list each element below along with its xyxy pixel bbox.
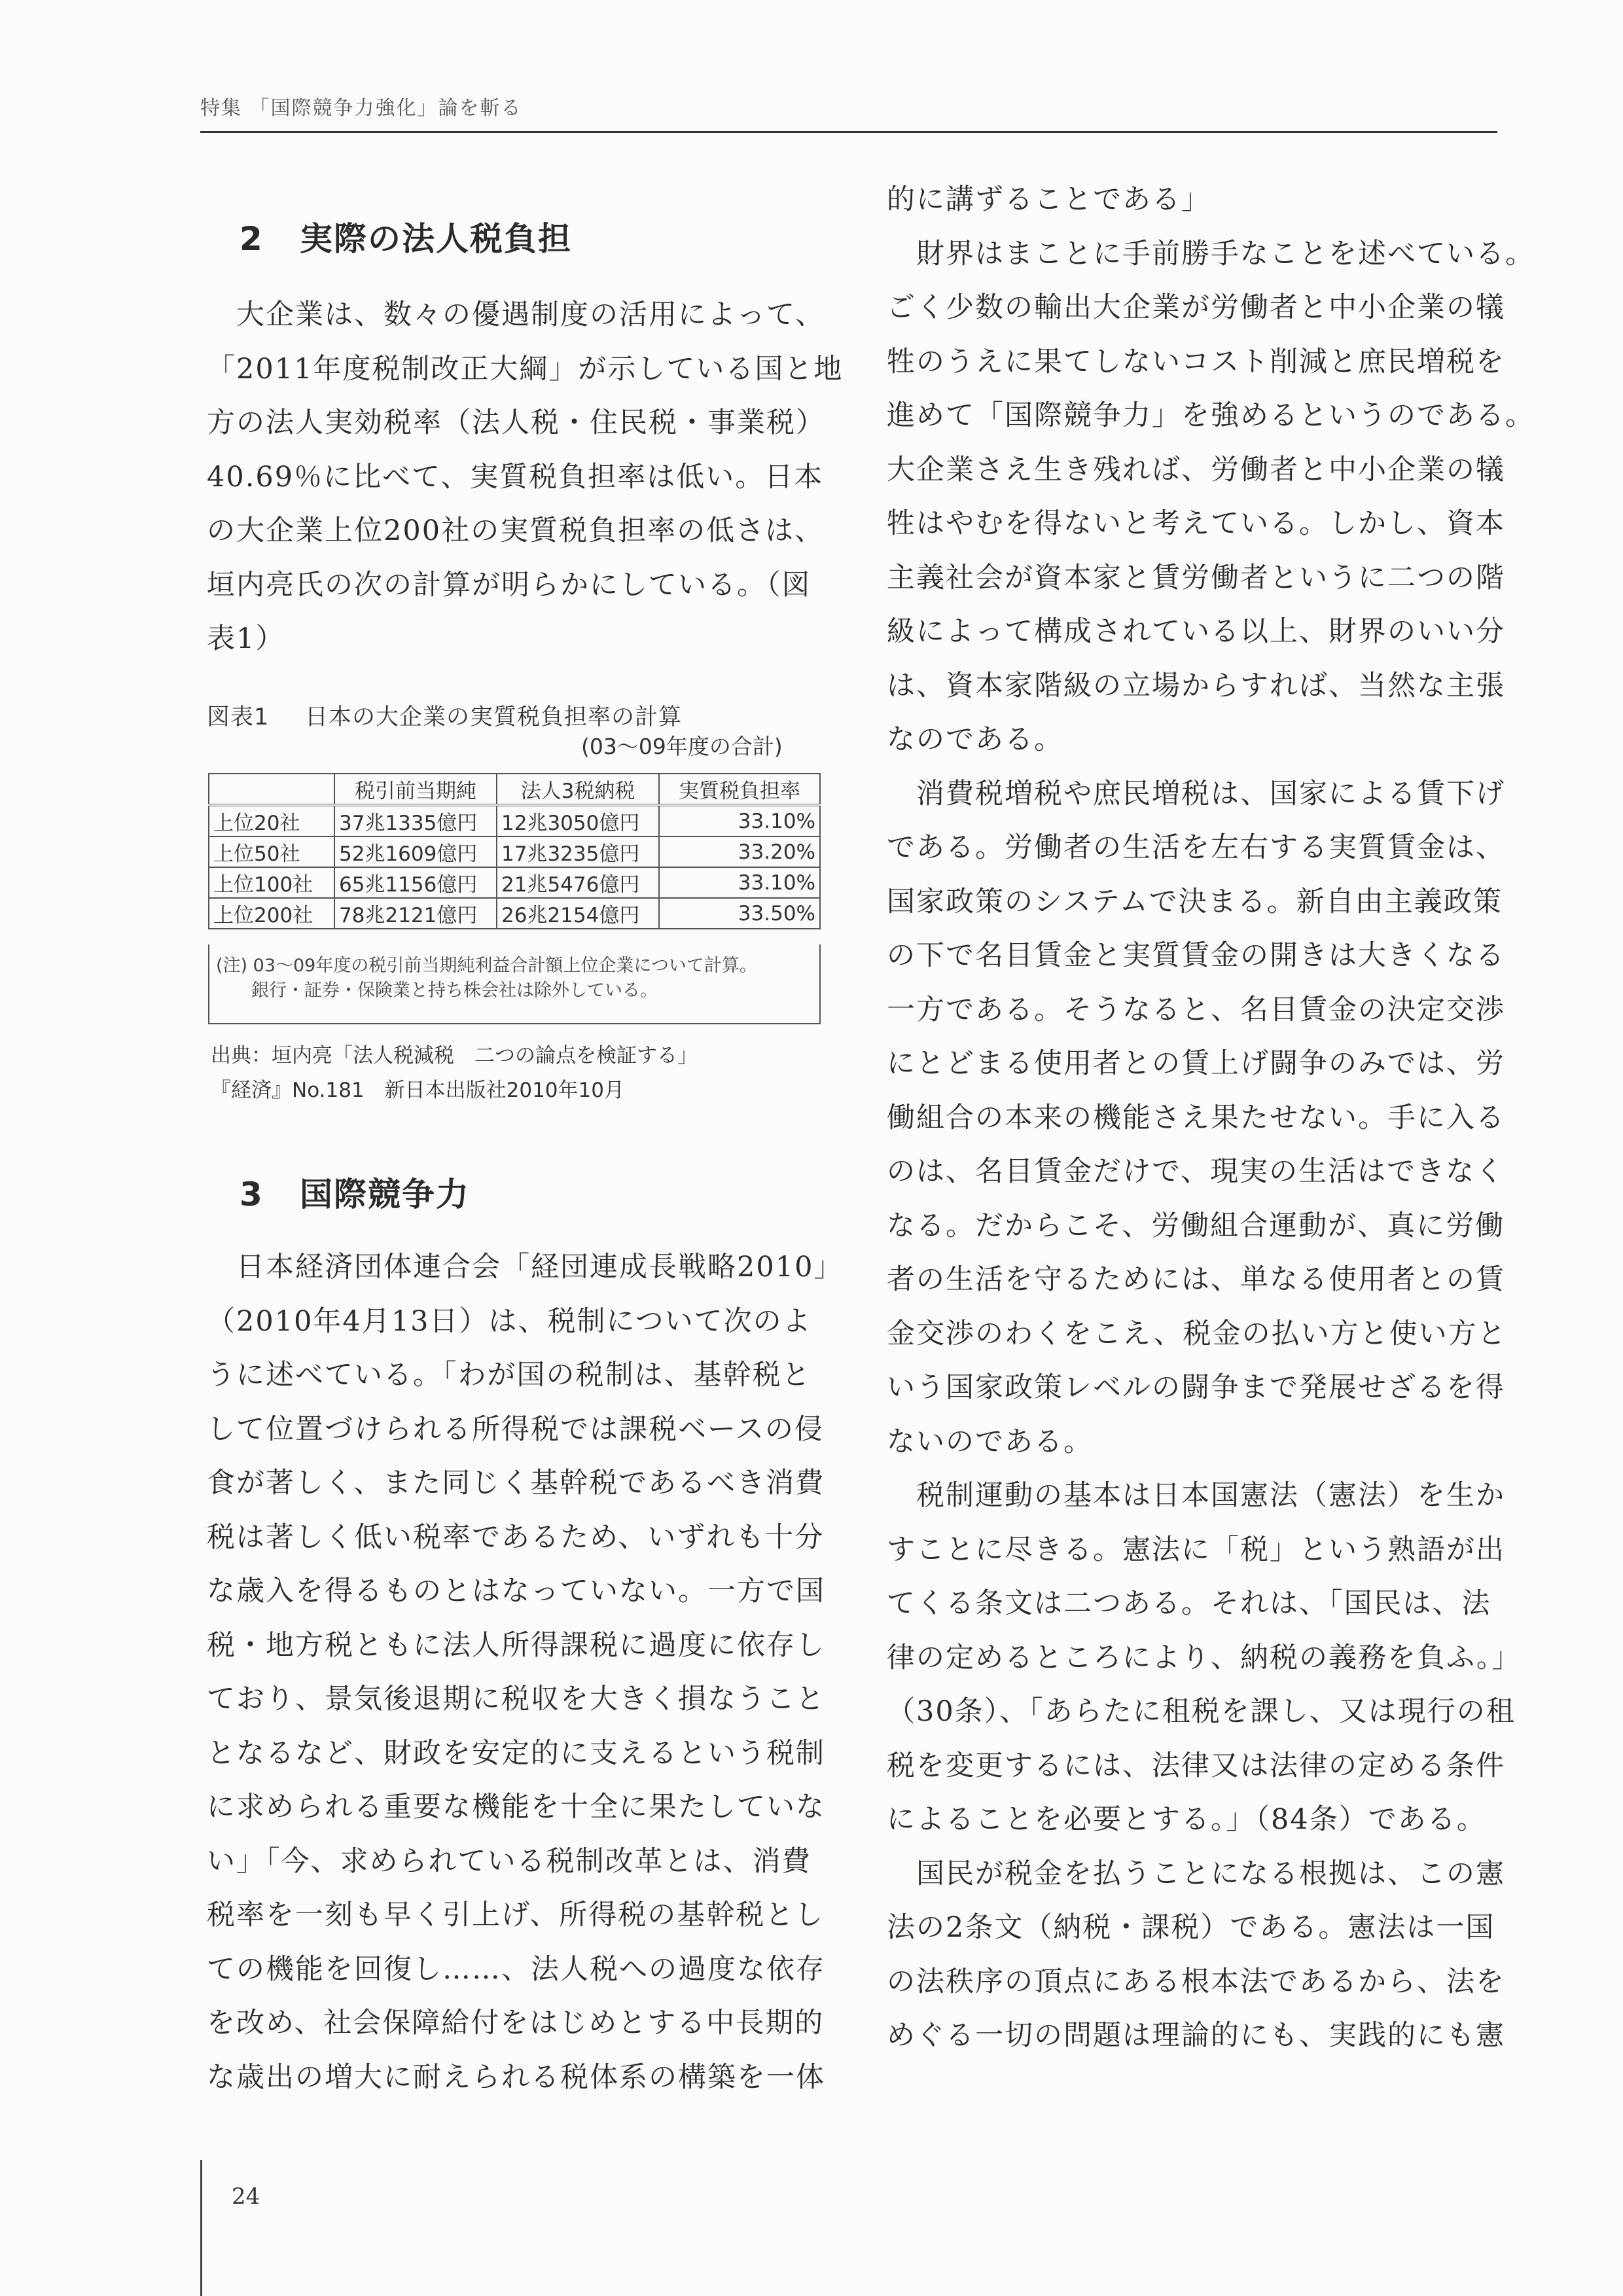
table-cell: 上位20社 [209,805,334,836]
text-line: いう国家政策レベルの闘争まで発展せざるを得 [887,1371,1505,1404]
figure-note-line: (注) 03〜09年度の税引前当期純利益合計額上位企業について計算。 [216,956,757,976]
table-header-cell [209,774,334,805]
figure-note-line: 銀行・証券・保険業と持ち株会社は除外している。 [216,980,658,1001]
table-cell: 37兆1335億円 [334,805,497,836]
text-line: 級によって構成されている以上、財界のいい分 [887,615,1505,648]
text-line: 消費税増税や庶民増税は、国家による賃下げ [887,777,1505,810]
figure-title [207,699,682,732]
table-row [209,805,820,836]
text-line: の法秩序の頂点にある根本法であるから、法を [887,1965,1505,1998]
table-cell: 上位200社 [209,898,334,929]
text-line: の下で名目賃金と実質賃金の開きは大きくなる [887,939,1505,972]
text-line: 税制運動の基本は日本国憲法（憲法）を生か [887,1479,1505,1512]
table-cell: 17兆3235億円 [497,836,659,867]
text-line: 大企業は、数々の優遇制度の活用によって、 [207,298,825,331]
figure-period: (03〜09年度の合計) [581,734,783,759]
text-line: 40.69％に比べて、実質税負担率は低い。日本 [207,460,824,493]
table-cell: 33.20% [659,836,820,867]
text-line: 者の生活を守るためには、単なる使用者との賃 [887,1263,1505,1296]
table-cell: 78兆2121億円 [334,898,497,929]
header-divider [200,131,1497,133]
text-line: すことに尽きる。憲法に「税」という熟語が出 [887,1533,1505,1566]
table-cell: 52兆1609億円 [334,836,497,867]
text-line: 主義社会が資本家と賃労働者というに二つの階 [887,561,1505,594]
text-line: 律の定めるところにより、納税の義務を負ふ。」 [887,1641,1522,1674]
text-line: のは、名目賃金だけで、現実の生活はできなく [887,1155,1505,1188]
text-line: 一方である。そうなると、名目賃金の決定交渉 [887,993,1505,1026]
text-line: の大企業上位200社の実質税負担率の低さは、 [207,514,825,547]
text-line: 日本経済団体連合会「経団連成長戦略2010」 [207,1251,844,1283]
figure-source-publication: 『経済』No.181 新日本出版社2010年10月 [211,1079,624,1102]
section-2-number: 2 [240,220,264,258]
left-column-top-text [207,288,843,666]
section-3-heading [240,1168,470,1215]
text-line: 的に講ずることである」 [887,183,1211,216]
figure-note [208,944,821,1024]
figure-title-text: 日本の大企業の実質税負担率の計算 [305,704,683,730]
table-cell: 26兆2154億円 [497,898,659,929]
text-line: 国家政策のシステムで決まる。新自由主義政策 [887,885,1503,918]
text-line: 牲はやむを得ないと考えている。しかし、資本 [887,507,1505,540]
text-line: めぐる一切の問題は理論的にも、実践的にも憲 [887,2019,1505,2052]
tax-burden-table [208,773,821,929]
text-line: ごく少数の輸出大企業が労働者と中小企業の犠 [887,291,1505,324]
table-cell: 33.10% [659,867,820,898]
text-line: 法の2条文（納税・課税）である。憲法は一国 [887,1911,1495,1944]
text-line: 垣内亮氏の次の計算が明らかにしている。（図 [207,568,812,601]
text-line: 表1） [207,622,285,655]
table-header-cell: 税引前当期純 [334,774,497,805]
text-line: 税率を一刻も早く引上げ、所得税の基幹税とし [207,1899,825,1931]
text-line: は、資本家階級の立場からすれば、当然な主張 [887,669,1505,702]
text-line: に求められる重要な機能を十全に果たしていな [207,1791,825,1823]
table-cell: 65兆1156億円 [334,867,497,898]
table-row [209,867,820,898]
table-header-cell: 法人3税納税 [497,774,659,805]
text-line: い」「今、求められている税制改革とは、消費 [207,1844,812,1878]
text-line: ないのである。 [887,1425,1093,1458]
section-2-title: 実際の法人税負担 [300,220,572,258]
text-line: によることを必要とする。」（84条）である。 [887,1803,1486,1836]
table-row [209,836,820,867]
text-line: 税を変更するには、法律又は法律の定める条件 [887,1749,1505,1782]
right-column-text [887,173,1535,2063]
text-line: 食が著しく、また同じく基幹税であるべき消費 [207,1467,825,1499]
table-header-row [209,774,820,805]
table-cell: 33.50% [659,898,820,929]
text-line: な歳出の増大に耐えられる税体系の構築を一体 [207,2060,825,2094]
footer-rule [200,2160,202,2296]
table-cell: 上位50社 [209,836,334,867]
text-line: 財界はまことに手前勝手なことを述べている。 [887,237,1535,270]
text-line: てくる条文は二つある。それは、「国民は、法 [887,1587,1491,1620]
table-cell: 21兆5476億円 [497,867,659,898]
section-3-number: 3 [240,1175,264,1213]
text-line: 税は著しく低い税率であるため、いずれも十分 [207,1520,825,1554]
text-line: なのである。 [887,723,1063,756]
text-line: うに述べている。「わが国の税制は、基幹税と [207,1359,812,1391]
text-line: 大企業さえ生き残れば、労働者と中小企業の犠 [887,453,1505,486]
text-line: ての機能を回復し……、法人税への過度な依存 [207,1952,825,1986]
text-line: （2010年4月13日）は、税制について次のよ [207,1304,812,1338]
text-line: （30条）、「あらたに租税を課し、又は現行の租 [887,1695,1516,1728]
text-line: 税・地方税ともに法人所得課税に過度に依存し [207,1628,825,1662]
text-line: である。労働者の生活を左右する実質賃金は、 [887,831,1505,864]
text-line: 金交渉のわくをこえ、税金の払い方と使い方と [887,1317,1507,1350]
section-3-title: 国際競争力 [300,1175,470,1213]
text-line: 「2011年度税制改正大綱」が示している国と地 [207,352,844,386]
table-cell: 33.10% [659,805,820,836]
text-line: を改め、社会保障給付をはじめとする中長期的 [207,2007,825,2039]
figure-label: 図表1 [207,704,270,730]
text-line: 進めて「国際競争力」を強めるというのである。 [887,399,1535,432]
text-line: して位置づけられる所得税では課税ベースの侵 [207,1412,824,1446]
text-line: なる。だからこそ、労働組合運動が、真に労働 [887,1209,1505,1242]
text-line: な歳入を得るものとはなっていない。一方で国 [207,1575,825,1607]
table-cell: 上位100社 [209,867,334,898]
text-line: 働組合の本来の機能さえ果たせない。手に入る [887,1101,1505,1134]
table-cell: 12兆3050億円 [497,805,659,836]
table-header-cell: 実質税負担率 [659,774,820,805]
running-header: 特集 「国際競争力強化」論を斬る [200,97,522,120]
page-number: 24 [232,2183,260,2210]
text-line: 国民が税金を払うことになる根拠は、この憲 [887,1857,1505,1890]
table-row [209,898,820,929]
text-line: 方の法人実効税率（法人税・住民税・事業税） [207,406,825,439]
left-column-bottom-text [207,1240,843,2104]
text-line: にとどまる使用者との賃上げ闘争のみでは、労 [887,1047,1505,1080]
text-line: ており、景気後退期に税収を大きく損なうこと [207,1683,825,1715]
text-line: となるなど、財政を安定的に支えるという税制 [207,1736,825,1770]
section-2-heading [240,213,572,260]
figure-source: 出典：垣内亮「法人税減税 二つの論点を検証する」 [211,1044,698,1067]
text-line: 牲のうえに果てしないコスト削減と庶民増税を [887,345,1505,378]
